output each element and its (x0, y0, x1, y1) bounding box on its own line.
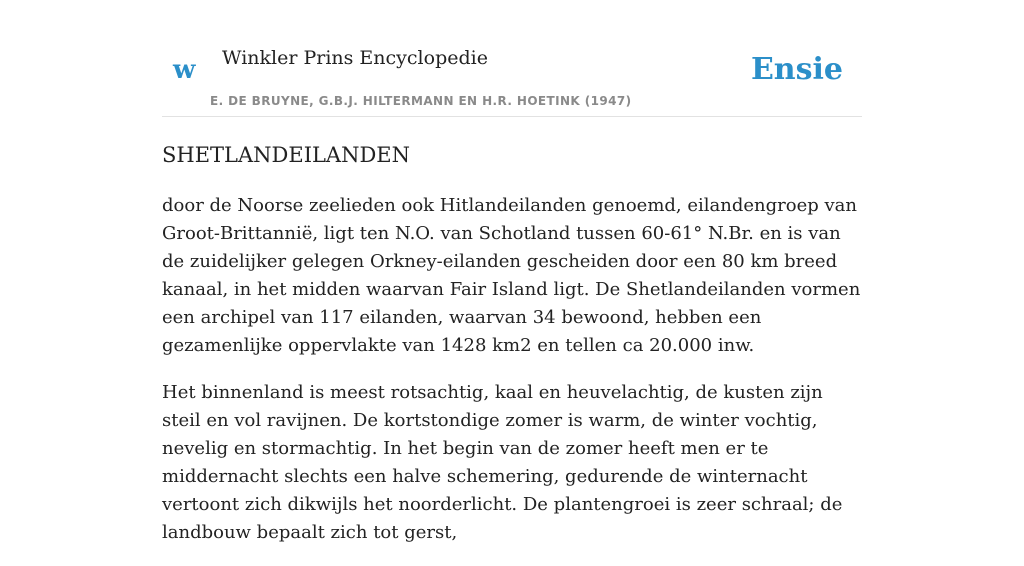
book-title-link[interactable]: Winkler Prins Encyclopedie (222, 47, 488, 69)
article-paragraph: Het binnenland is meest rotsachtig, kaal en heuvelachtig, de kusten zijn steil en vol ravijnen. De kortstondige zomer is warm, de winter vochtig, nevelig en stormachtig. In het begin van de zomer heeft men er te middernacht slechts een halve schemering, gedurende de winternacht vertoont zich dikwijls het noorderlicht. De plantengroei is zeer schraal; de landbouw bepaalt zich tot gerst, (162, 382, 843, 543)
book-authors: E. DE BRUYNE, G.B.J. HILTERMANN EN H.R. HOETINK (1947) (210, 94, 632, 108)
article-title: SHETLANDEILANDEN (162, 143, 411, 167)
ensie-logo-link[interactable]: Ensie (750, 52, 843, 87)
book-logo-icon[interactable]: w (173, 55, 196, 85)
site-header (162, 0, 862, 117)
article-body (162, 192, 862, 566)
article-paragraph: door de Noorse zeelieden ook Hitlandeilanden genoemd, eilandengroep van Groot-Brittannië, ligt ten N.O. van Schotland tussen 60-61° N.Br. en is van de zuidelijker gelegen Orkney-eilanden gescheiden door een 80 km breed kanaal, in het midden waarvan Fair Island ligt. De Shetlandeilanden vormen een archipel van 117 eilanden, waarvan 34 bewoond, hebben een gezamenlijke oppervlakte van 1428 km2 en tellen ca 20.000 inw. (162, 195, 861, 356)
